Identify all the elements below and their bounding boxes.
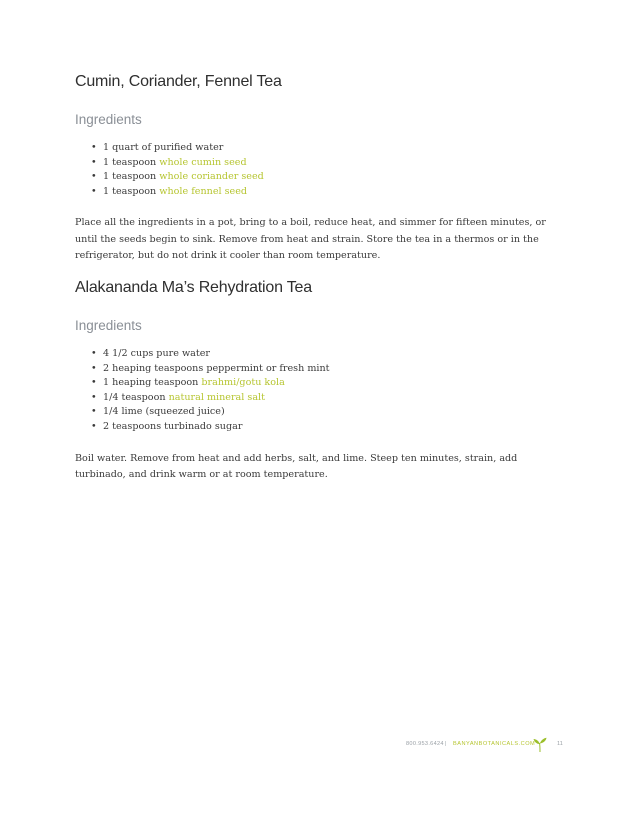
instructions-paragraph: Place all the ingredients in a pot, bring to a boil, reduce heat, and simmer for fifteen minutes, or until the seeds begin to sink. Remove from heat and strain. Store the tea in a thermos or in the refrigerator, but do not drink it cooler than room temperature. — [75, 217, 546, 262]
ingredient-item: • 1/4 teaspoon natural mineral salt — [91, 391, 265, 403]
ingredient-link[interactable]: whole fennel seed — [159, 185, 248, 197]
ingredient-item: • 1/4 lime (squeezed juice) — [91, 406, 225, 418]
footer-phone: 800.953.6424 — [406, 741, 444, 747]
ingredient-link[interactable]: natural mineral salt — [168, 391, 265, 403]
ingredient-link[interactable]: whole cumin seed — [159, 156, 247, 168]
ingredient-item: • 2 teaspoons turbinado sugar — [91, 420, 243, 432]
ingredient-link[interactable]: brahmi/gotu kola — [201, 377, 285, 389]
ingredient-item: • 2 heaping teaspoons peppermint or fresh mint — [91, 362, 330, 374]
instructions-paragraph: Boil water. Remove from heat and add herbs, salt, and lime. Steep ten minutes, strain, add turbinado, and drink warm or at room temperature. — [75, 452, 518, 481]
page-footer — [0, 737, 638, 753]
ingredients-list — [75, 141, 565, 199]
page-number: 11 — [557, 741, 563, 747]
ingredient-item: • 1 heaping teaspoon brahmi/gotu kola — [91, 377, 285, 389]
recipe-rehydration-tea — [75, 278, 565, 484]
ingredients-list — [75, 347, 565, 435]
recipe-title: Cumin, Coriander, Fennel Tea — [75, 73, 282, 90]
ingredients-heading: Ingredients — [75, 318, 142, 333]
recipe-cumin-coriander-fennel — [75, 72, 565, 265]
ingredients-heading: Ingredients — [75, 112, 142, 127]
ingredient-item: • 1 teaspoon whole cumin seed — [91, 156, 247, 168]
ingredient-item: • 4 1/2 cups pure water — [91, 348, 210, 359]
sprout-icon — [533, 737, 547, 752]
footer-website-link[interactable]: BANYANBOTANICALS.COM — [453, 741, 536, 747]
recipe-title: Alakananda Ma’s Rehydration Tea — [75, 279, 312, 296]
ingredient-item: • 1 teaspoon whole coriander seed — [91, 171, 264, 183]
footer-separator: | — [445, 741, 447, 747]
ingredient-link[interactable]: whole coriander seed — [159, 171, 264, 183]
ingredient-item: • 1 teaspoon whole fennel seed — [91, 185, 248, 197]
ingredient-item: • 1 quart of purified water — [91, 142, 224, 153]
